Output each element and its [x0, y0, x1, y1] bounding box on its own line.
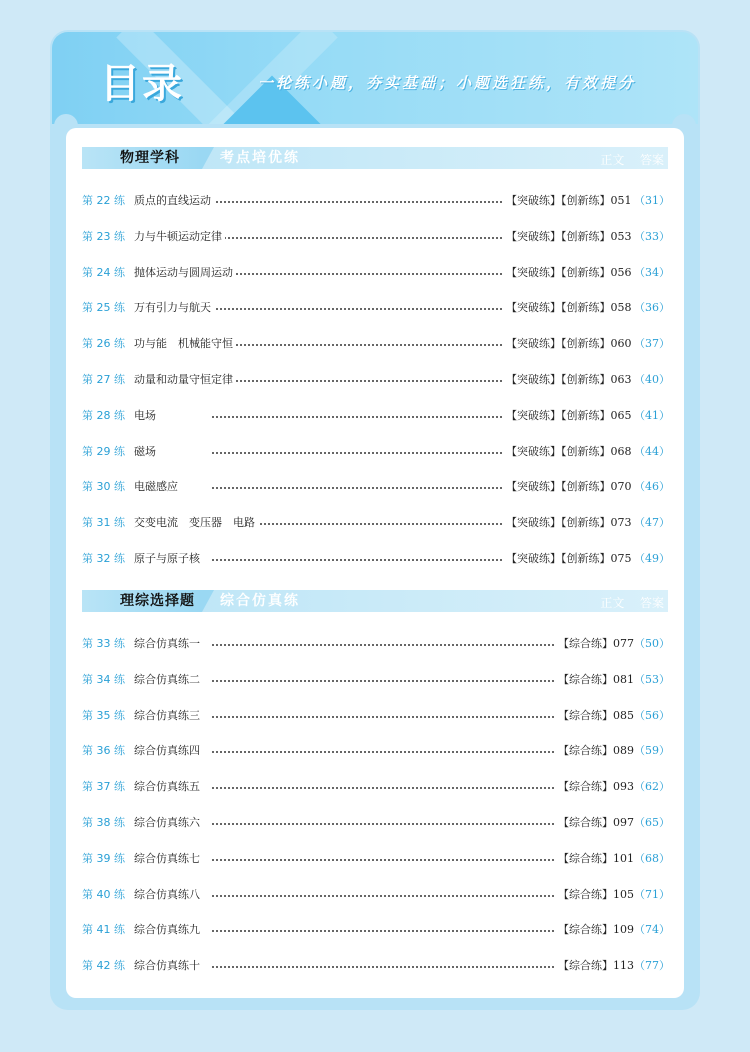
entry-number: 第 34 练	[82, 673, 125, 686]
entry-page-ref: 【突破练】【创新练】056	[502, 263, 632, 283]
entry-number: 第 23 练	[82, 230, 125, 243]
entry-title: 质点的直线运动	[134, 191, 214, 211]
entry-title: 磁场	[134, 442, 159, 462]
section-subtitle: 综合仿真练	[220, 593, 300, 609]
entry-page-ref: 【综合练】105	[554, 885, 634, 905]
entry-answer-page: （33）	[634, 230, 670, 243]
toc-entry[interactable]	[82, 634, 668, 654]
entry-answer-page: （65）	[634, 816, 670, 829]
entry-title: 力与牛顿运动定律	[134, 227, 225, 247]
entry-page-ref: 【突破练】【创新练】075	[502, 549, 632, 569]
entry-number: 第 22 练	[82, 194, 125, 207]
dot-leader	[212, 487, 502, 489]
dot-leader	[212, 344, 502, 346]
dot-leader	[212, 273, 502, 275]
section-subtitle: 考点培优练	[220, 150, 300, 166]
entry-title: 电场	[134, 406, 159, 426]
entry-page-ref: 【突破练】【创新练】065	[502, 406, 632, 426]
toc-entry[interactable]	[82, 334, 668, 354]
column-label-answer: 答案	[639, 596, 664, 610]
entry-page-ref: 【综合练】101	[554, 849, 634, 869]
entry-answer-page: （36）	[634, 301, 670, 314]
column-labels	[600, 594, 664, 612]
entry-number: 第 36 练	[82, 744, 125, 757]
entry-number: 第 29 练	[82, 445, 125, 458]
toc-entry[interactable]	[82, 298, 668, 318]
entry-answer-page: （50）	[634, 637, 670, 650]
toc-entry[interactable]	[82, 191, 668, 211]
toc-entry[interactable]	[82, 885, 668, 905]
column-label-text: 正文	[600, 153, 625, 167]
entry-number: 第 38 练	[82, 816, 125, 829]
entry-answer-page: （44）	[634, 445, 670, 458]
entry-answer-page: （49）	[634, 552, 670, 565]
entry-number: 第 42 练	[82, 959, 125, 972]
entry-answer-page: （56）	[634, 709, 670, 722]
entry-number: 第 33 练	[82, 637, 125, 650]
entry-answer-page: （62）	[634, 780, 670, 793]
entry-answer-page: （37）	[634, 337, 670, 350]
entry-page-ref: 【突破练】【创新练】068	[502, 442, 632, 462]
page-slogan: 一轮练小题，夯实基础；小题选狂练，有效提分	[258, 74, 637, 92]
dot-leader	[212, 751, 554, 753]
entry-number: 第 31 练	[82, 516, 125, 529]
column-label-answer: 答案	[639, 153, 664, 167]
entry-answer-page: （77）	[634, 959, 670, 972]
entry-answer-page: （71）	[634, 888, 670, 901]
entry-page-ref: 【综合练】085	[554, 706, 634, 726]
dot-leader	[212, 823, 554, 825]
entry-title: 综合仿真练四	[134, 741, 203, 761]
entry-title: 综合仿真练七	[134, 849, 203, 869]
entry-number: 第 39 练	[82, 852, 125, 865]
entry-page-ref: 【突破练】【创新练】053	[502, 227, 632, 247]
entry-answer-page: （53）	[634, 673, 670, 686]
dot-leader	[212, 966, 554, 968]
entry-answer-page: （74）	[634, 923, 670, 936]
entry-answer-page: （68）	[634, 852, 670, 865]
entry-title: 综合仿真练五	[134, 777, 203, 797]
entry-answer-page: （41）	[634, 409, 670, 422]
entry-answer-page: （40）	[634, 373, 670, 386]
entry-title: 综合仿真练二	[134, 670, 203, 690]
dot-leader	[212, 308, 502, 310]
entry-page-ref: 【突破练】【创新练】058	[502, 298, 632, 318]
entry-answer-page: （31）	[634, 194, 670, 207]
dot-leader	[212, 930, 554, 932]
entry-page-ref: 【突破练】【创新练】063	[502, 370, 632, 390]
toc-entry[interactable]	[82, 406, 668, 426]
column-label-text: 正文	[600, 596, 625, 610]
toc-entry[interactable]	[82, 706, 668, 726]
toc-entry[interactable]	[82, 549, 668, 569]
toc-entry[interactable]	[82, 849, 668, 869]
entry-title: 综合仿真练一	[134, 634, 203, 654]
entry-title: 动量和动量守恒定律	[134, 370, 236, 390]
toc-entry[interactable]	[82, 777, 668, 797]
entry-page-ref: 【突破练】【创新练】051	[502, 191, 632, 211]
entry-title: 万有引力与航天	[134, 298, 214, 318]
entry-number: 第 25 练	[82, 301, 125, 314]
toc-entry[interactable]	[82, 920, 668, 940]
entry-number: 第 28 练	[82, 409, 125, 422]
entry-title: 综合仿真练十	[134, 956, 203, 976]
entry-number: 第 40 练	[82, 888, 125, 901]
entry-page-ref: 【综合练】093	[554, 777, 634, 797]
dot-leader	[212, 680, 554, 682]
toc-entry[interactable]	[82, 670, 668, 690]
entry-number: 第 35 练	[82, 709, 125, 722]
toc-entry[interactable]	[82, 442, 668, 462]
toc-entry[interactable]	[82, 956, 668, 976]
dot-leader	[212, 559, 502, 561]
entry-page-ref: 【突破练】【创新练】060	[502, 334, 632, 354]
entry-answer-page: （34）	[634, 266, 670, 279]
entry-number: 第 32 练	[82, 552, 125, 565]
entry-page-ref: 【综合练】081	[554, 670, 634, 690]
entry-page-ref: 【综合练】113	[554, 956, 634, 976]
dot-leader	[212, 380, 502, 382]
section-title: 理综选择题	[82, 590, 202, 612]
entry-title: 综合仿真练八	[134, 885, 203, 905]
dot-leader	[212, 452, 502, 454]
toc-entry[interactable]	[82, 263, 668, 283]
toc-entry[interactable]	[82, 813, 668, 833]
entry-page-ref: 【突破练】【创新练】070	[502, 477, 632, 497]
dot-leader	[212, 237, 502, 239]
toc-entry[interactable]	[82, 227, 668, 247]
page-title: 目录	[100, 61, 184, 107]
entry-page-ref: 【综合练】097	[554, 813, 634, 833]
entry-title: 综合仿真练六	[134, 813, 203, 833]
entry-page-ref: 【突破练】【创新练】073	[502, 513, 632, 533]
toc-entry[interactable]	[82, 370, 668, 390]
entry-number: 第 30 练	[82, 480, 125, 493]
entry-title: 原子与原子核	[134, 549, 203, 569]
entry-title: 综合仿真练九	[134, 920, 203, 940]
dot-leader	[212, 859, 554, 861]
entry-number: 第 41 练	[82, 923, 125, 936]
entry-title: 功与能 机械能守恒	[134, 334, 236, 354]
toc-entry[interactable]	[82, 513, 668, 533]
dot-leader	[212, 895, 554, 897]
entry-number: 第 26 练	[82, 337, 125, 350]
column-labels	[600, 151, 664, 169]
dot-leader	[212, 644, 554, 646]
entry-number: 第 24 练	[82, 266, 125, 279]
entry-answer-page: （59）	[634, 744, 670, 757]
toc-entry[interactable]	[82, 741, 668, 761]
entry-page-ref: 【综合练】077	[554, 634, 634, 654]
entry-page-ref: 【综合练】089	[554, 741, 634, 761]
entry-number: 第 27 练	[82, 373, 125, 386]
section-header	[82, 590, 668, 612]
toc-entry[interactable]	[82, 477, 668, 497]
section-title: 物理学科	[82, 147, 202, 169]
entry-title: 电磁感应	[134, 477, 181, 497]
entry-title: 抛体运动与圆周运动	[134, 263, 236, 283]
entry-title: 交变电流 变压器 电路	[134, 513, 258, 533]
section-header	[82, 147, 668, 169]
entry-answer-page: （46）	[634, 480, 670, 493]
dot-leader	[212, 787, 554, 789]
entry-number: 第 37 练	[82, 780, 125, 793]
dot-leader	[212, 201, 502, 203]
dot-leader	[212, 416, 502, 418]
entry-title: 综合仿真练三	[134, 706, 203, 726]
entry-answer-page: （47）	[634, 516, 670, 529]
entry-page-ref: 【综合练】109	[554, 920, 634, 940]
dot-leader	[212, 716, 554, 718]
